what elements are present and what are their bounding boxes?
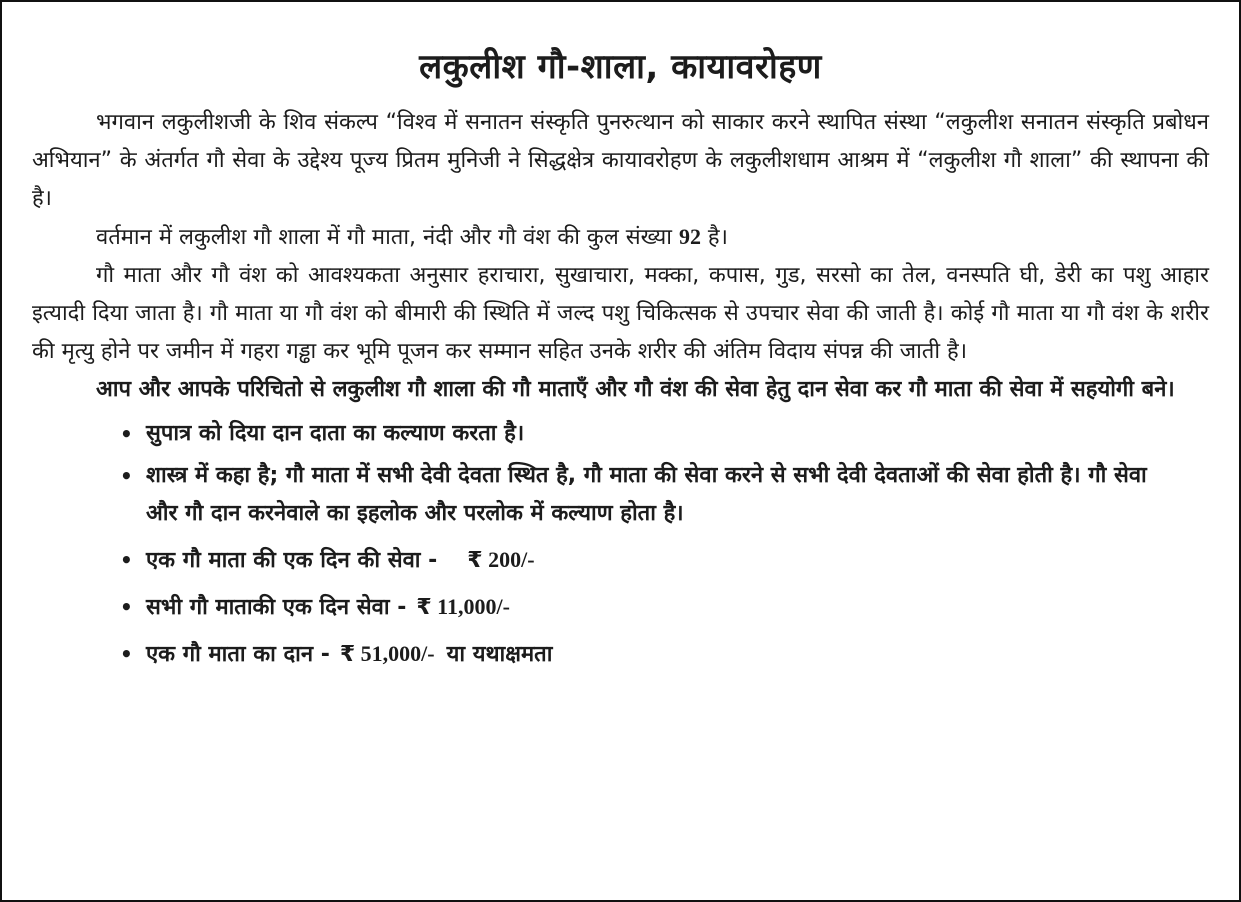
donation-option-label: एक गौ माता का दान - [146,642,330,667]
bullet-text [146,635,1209,674]
bullet-text [146,588,1209,627]
bullet-icon: • [120,595,133,619]
donation-amount: ₹ 200/- [467,547,535,572]
bullet-icon: • [120,422,133,446]
paragraph-count-after: है। [700,225,728,250]
donation-amount: ₹ 11,000/- [416,594,510,619]
paragraph-count-before: वर्तमान में लकुलीश गौ शाला में गौ माता, नंदी और गौ वंश की कुल संख्या [96,225,679,250]
bullet-icon: • [120,464,133,488]
bullet-text: सुपात्र को दिया दान दाता का कल्याण करता है। [146,421,525,446]
donation-amount-suffix: या यथाक्षमता [446,642,553,667]
list-item [32,415,1209,453]
bullet-icon: • [120,548,133,572]
paragraph-count [32,218,1209,257]
list-item [32,541,1209,580]
bullet-text [146,541,1209,580]
donation-option-label: एक गौ माता की एक दिन की सेवा - [146,548,438,573]
paragraph-establishment: भगवान लकुलीशजी के शिव संकल्प “विश्व में सनातन संस्कृति पुनरुत्थान को साकार करने स्थापित संस्था “लकुलीश सनातन संस्कृति प्रबोधन अभियान” के अंतर्गत गौ सेवा के उद्देश्य पूज्य प्रितम मुनिजी ने सिद्धक्षेत्र कायावरोहण के लकुलीशधाम आश्रम में “लकुलीश गौ शाला” की स्थापना की है। [32,110,1209,211]
list-item [32,457,1209,533]
document-content [2,2,1239,674]
cow-count-value: 92 [678,224,701,249]
donation-amount: ₹ 51,000/- [339,641,435,666]
list-item [32,588,1209,627]
paragraph-donation-appeal: आप और आपके परिचितो से लकुलीश गौ शाला की गौ माताएँ और गौ वंश की सेवा हेतु दान सेवा कर गौ माता की सेवा में सहयोगी बने। [96,377,1175,402]
donation-option-label: सभी गौ माताकी एक दिन सेवा - [146,595,407,620]
bullet-text: शास्त्र में कहा है; गौ माता में सभी देवी देवता स्थित है, गौ माता की सेवा करने से सभी देवी देवताओं की सेवा होती है। गौ सेवा और गौ दान करनेवाले का इहलोक और परलोक में कल्याण होता है। [146,463,1147,526]
page-title: लकुलीश गौ-शाला, कायावरोहण [419,47,822,87]
donation-bullet-list [32,415,1209,674]
bullet-icon: • [120,642,133,666]
paragraph-care-details: गौ माता और गौ वंश को आवश्यकता अनुसार हराचारा, सुखाचारा, मक्का, कपास, गुड, सरसो का तेल, वनस्पति घी, डेरी का पशु आहार इत्यादी दिया जाता है। गौ माता या गौ वंश को बीमारी की स्थिति में जल्द पशु चिकित्सक से उपचार सेवा की जाती है। कोई गौ माता या गौ वंश के शरीर की मृत्यु होने पर जमीन में गहरा गड्ढा कर भूमि पूजन कर सम्मान सहित उनके शरीर की अंतिम विदाय संपन्न की जाती है। [32,263,1209,364]
list-item [32,635,1209,674]
